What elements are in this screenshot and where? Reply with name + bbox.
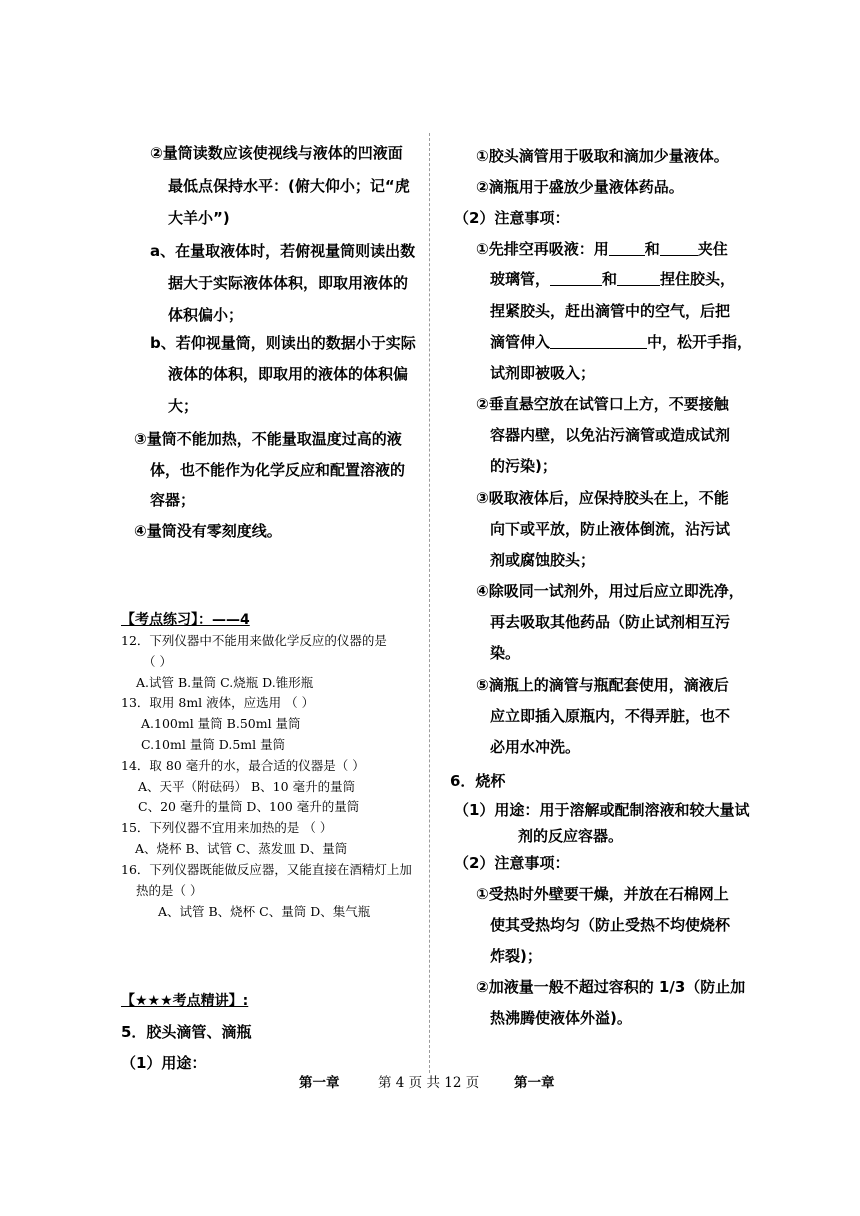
text-line: 容器内壁，以免沾污滴管或造成试剂 <box>490 426 731 444</box>
question-option: C、20 毫升的量筒 D、100 毫升的量筒 <box>138 799 360 814</box>
text-line: 体积偏小； <box>168 306 244 324</box>
text-line: ③吸取液体后，应保持胶头在上，不能 <box>476 489 729 507</box>
text-line: 应立即插入原瓶内，不得弄脏，也不 <box>490 707 731 725</box>
text-line: 的污染)； <box>490 457 557 475</box>
text-line: 使其受热均匀（防止受热不均使烧杯 <box>490 916 731 934</box>
text-line: 向下或平放，防止液体倒流，沾污试 <box>490 520 731 538</box>
text-segment: 捏住胶头， <box>660 270 736 288</box>
subsection-title: （2）注意事项： <box>454 854 570 872</box>
text-segment: 和 <box>644 240 660 258</box>
question-line: 13．取用 8ml 液体，应选用 （ ） <box>121 695 315 710</box>
question-line: 14．取 80 毫升的水，最合适的仪器是（ ） <box>121 758 365 773</box>
section-title: 5．胶头滴管、滴瓶 <box>121 1023 252 1041</box>
question-option: A、天平（附砝码） B、10 毫升的量筒 <box>138 779 356 794</box>
question-line: 热的是（ ） <box>136 883 203 898</box>
question-option: A.100ml 量筒 B.50ml 量筒 <box>141 716 301 731</box>
text-line: 炸裂)； <box>490 947 542 965</box>
text-line: 再去吸取其他药品（防止试剂相互污 <box>490 613 731 631</box>
text-segment: 玻璃管， <box>490 270 551 288</box>
text-line: 热沸腾使液体外溢)。 <box>490 1009 632 1027</box>
text-line: 体，也不能作为化学反应和配置溶液的 <box>150 461 406 479</box>
text-line: ②量筒读数应该使视线与液体的凹液面 <box>150 144 403 162</box>
text-line: 试剂即被吸入； <box>490 364 596 382</box>
subsection-title: （2）注意事项： <box>454 209 570 227</box>
blank <box>550 334 647 349</box>
text-line: 剂的反应容器。 <box>518 827 624 845</box>
blank <box>550 271 602 286</box>
text-line: ②垂直悬空放在试管口上方，不要接触 <box>476 395 729 413</box>
blank <box>617 271 660 286</box>
text-line: ①胶头滴管用于吸取和滴加少量液体。 <box>476 147 729 165</box>
text-segment: 和 <box>602 270 618 288</box>
footer-chapter-left: 第一章 <box>299 1075 340 1091</box>
practice-heading: 【考点练习】：——4 <box>121 612 250 628</box>
text-line: 容器； <box>150 491 196 509</box>
fill-in-line <box>490 268 735 289</box>
text-line: （1）用途：用于溶解或配制溶液和较大量试 <box>454 801 750 819</box>
text-segment: 夹住 <box>697 240 728 258</box>
footer-page-number: 第 4 页 共 12 页 <box>378 1075 480 1091</box>
text-line: ③量筒不能加热，不能量取温度过高的液 <box>134 430 402 448</box>
text-line: 据大于实际液体体积，即取用液体的 <box>168 274 409 292</box>
star-heading: 【★★★考点精讲】: <box>121 993 249 1009</box>
subsection-title: （1）用途： <box>121 1054 207 1072</box>
text-line: 捏紧胶头，赶出滴管中的空气，后把 <box>490 302 731 320</box>
text-segment: 中，松开手指， <box>647 333 753 351</box>
fill-in-line <box>490 331 752 352</box>
question-line: 12．下列仪器中不能用来做化学反应的仪器的是 <box>121 633 387 648</box>
fill-in-line <box>476 238 728 259</box>
question-line: 16．下列仪器既能做反应器，又能直接在酒精灯上加 <box>121 862 412 877</box>
text-line: 液体的体积，即取用的液体的体积偏 <box>168 365 409 383</box>
question-option: A、试管 B、烧杯 C、量筒 D、集气瓶 <box>158 904 371 919</box>
text-line: b、若仰视量筒，则读出的数据小于实际 <box>150 334 416 352</box>
text-line: ②加液量一般不超过容积的 1/3（防止加 <box>476 978 746 996</box>
text-line: ②滴瓶用于盛放少量液体药品。 <box>476 178 684 196</box>
text-segment: ①先排空再吸液：用 <box>476 240 609 258</box>
section-title: 6．烧杯 <box>450 772 506 790</box>
text-line: ④量筒没有零刻度线。 <box>134 522 282 540</box>
blank <box>660 241 698 256</box>
text-line: 大； <box>168 397 199 415</box>
question-line: 15．下列仪器不宜用来加热的是 （ ） <box>121 820 333 835</box>
text-line: 大羊小”) <box>168 209 230 227</box>
text-line: ①受热时外壁要干燥，并放在石棉网上 <box>476 885 729 903</box>
column-divider <box>429 133 430 1073</box>
text-segment: 滴管伸入 <box>490 333 551 351</box>
text-line: 染。 <box>490 644 521 662</box>
question-option: A、烧杯 B、试管 C、蒸发皿 D、量筒 <box>135 841 348 856</box>
text-line: a、在量取液体时，若俯视量筒则读出数 <box>150 242 416 260</box>
text-line: 必用水冲洗。 <box>490 738 581 756</box>
footer-chapter-right: 第一章 <box>514 1075 555 1091</box>
text-line: ④除吸同一试剂外，用过后应立即洗净， <box>476 582 744 600</box>
text-line: 最低点保持水平：(俯大仰小；记“虎 <box>168 177 410 195</box>
blank <box>609 241 645 256</box>
text-line: 剂或腐蚀胶头； <box>490 551 596 569</box>
question-line: （ ） <box>143 654 172 669</box>
question-option: A.试管 B.量筒 C.烧瓶 D.锥形瓶 <box>136 675 314 690</box>
question-option: C.10ml 量筒 D.5ml 量筒 <box>141 737 286 752</box>
text-line: ⑤滴瓶上的滴管与瓶配套使用，滴液后 <box>476 676 729 694</box>
